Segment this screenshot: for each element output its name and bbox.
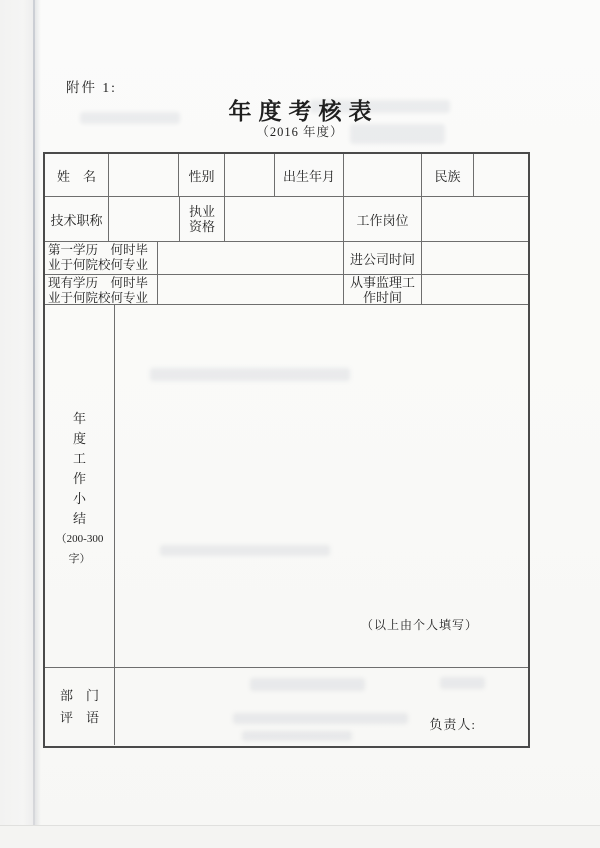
supervision-time-label-line2: 作时间	[362, 289, 402, 304]
supervision-time-value-cell	[422, 275, 528, 304]
current-education-value-cell	[158, 275, 344, 304]
first-education-label-line1: 第一学历 何时毕	[48, 243, 149, 257]
post-value-cell	[422, 197, 528, 241]
name-value-cell	[109, 154, 179, 196]
manager-signature-label: 负责人:	[429, 717, 476, 732]
first-education-label	[45, 242, 158, 274]
summary-label-char: 小	[72, 491, 86, 506]
qualification-label-line2: 资格	[188, 219, 215, 234]
ethnicity-value-cell	[474, 154, 528, 196]
summary-word-count-note-line1: （200-300	[55, 533, 104, 545]
summary-word-count-note-line2: 字）	[68, 553, 91, 565]
summary-label-char: 结	[72, 511, 86, 526]
row-first-education	[45, 242, 528, 275]
department-comments-label-line1: 部 门	[59, 687, 99, 703]
join-time-label: 进公司时间	[344, 242, 422, 274]
summary-label-char: 度	[72, 431, 86, 446]
first-education-value-cell	[158, 242, 344, 274]
birth-date-label: 出生年月	[275, 154, 344, 196]
form-title: 年度考核表	[228, 99, 379, 124]
qualification-label-line1: 执业	[188, 204, 215, 219]
tech-title-value-cell	[109, 197, 180, 241]
ethnicity-label: 民族	[422, 154, 474, 196]
row-career-info	[45, 197, 528, 242]
assessment-form-table	[43, 152, 530, 748]
department-comments-label	[45, 668, 115, 745]
annual-summary-label	[45, 305, 115, 667]
qualification-label	[180, 197, 225, 241]
summary-label-char: 作	[72, 471, 86, 486]
gender-label: 性别	[179, 154, 225, 196]
annual-summary-value-cell	[115, 305, 528, 667]
name-label: 姓 名	[45, 154, 109, 196]
qualification-value-cell	[225, 197, 344, 241]
first-education-label-line2: 业于何院校何专业	[48, 258, 149, 272]
filled-by-individual-note: （以上由个人填写）	[360, 618, 478, 632]
birth-date-value-cell	[344, 154, 422, 196]
scan-bottom-margin	[0, 826, 600, 848]
current-education-label-line1: 现有学历 何时毕	[48, 276, 149, 290]
summary-label-char: 工	[72, 451, 86, 466]
row-basic-info	[45, 154, 528, 197]
attachment-label: 附件 1:	[66, 80, 117, 95]
supervision-time-label-line1: 从事监理工	[349, 275, 415, 290]
post-label: 工作岗位	[344, 197, 422, 241]
summary-label-char: 年	[72, 411, 86, 426]
supervision-time-label	[344, 275, 422, 304]
gender-value-cell	[225, 154, 275, 196]
tech-title-label: 技术职称	[45, 197, 109, 241]
form-subtitle: （2016 年度）	[256, 125, 344, 139]
join-time-value-cell	[422, 242, 528, 274]
department-comments-value-cell	[115, 668, 528, 745]
row-annual-summary	[45, 305, 528, 668]
current-education-label	[45, 275, 158, 304]
row-current-education	[45, 275, 528, 305]
current-education-label-line2: 业于何院校何专业	[48, 291, 149, 304]
department-comments-label-line2: 评 语	[59, 709, 99, 725]
row-department-comments	[45, 668, 528, 745]
